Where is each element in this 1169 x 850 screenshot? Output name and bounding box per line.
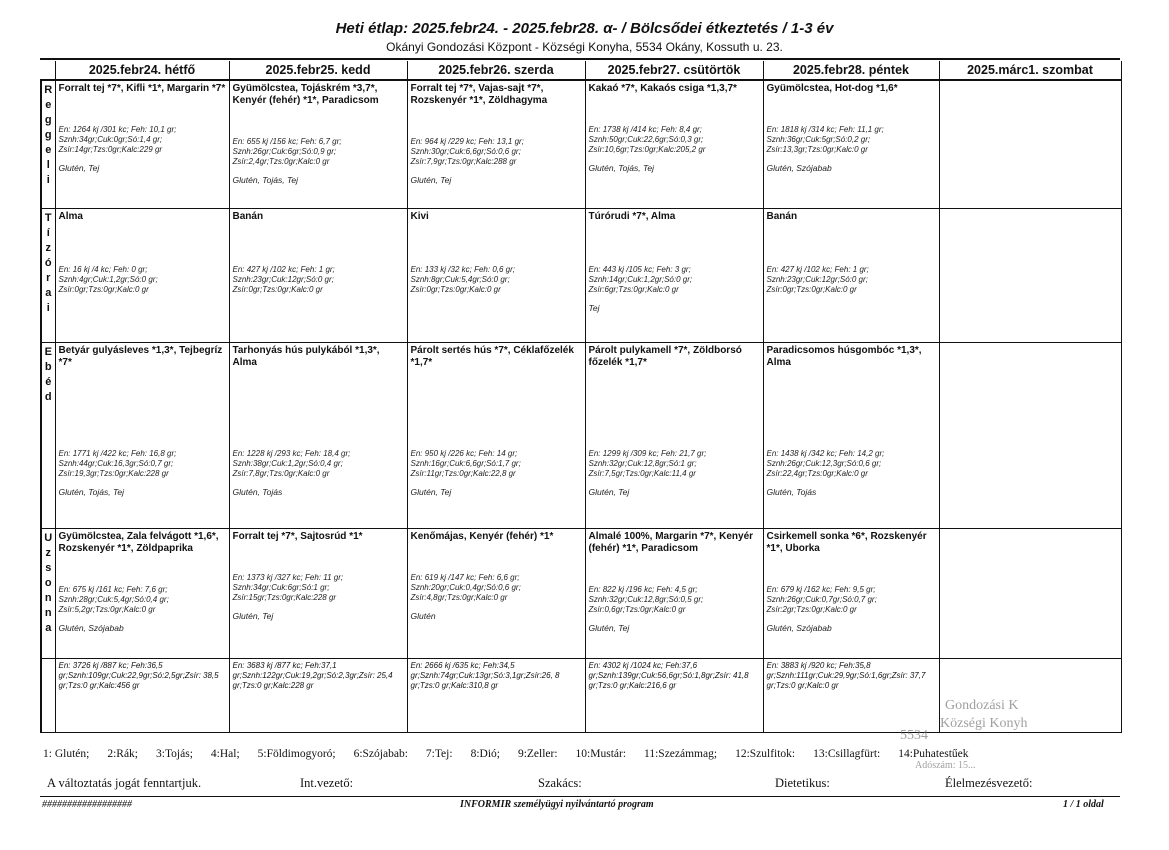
nutrition-text: En: 619 kj /147 kc; Feh: 6,6 gr; Sznh:20gr;Cuk:0,4gr;Só:0,6 gr; Zsír:4,8gr;Tzs:0gr;Kalc:0 gr	[410, 572, 521, 602]
meal-label-letter: e	[45, 99, 52, 111]
allergen-text: Glutén, Tej	[232, 610, 274, 621]
nutrition-text: En: 1373 kj /327 kc; Feh: 11 gr; Sznh:34gr;Cuk:6gr;Só:1 gr; Zsír:15gr;Tzs:0gr;Kalc:228 gr	[232, 572, 344, 602]
cell-spacer	[767, 95, 936, 123]
cell-spacer	[943, 531, 1118, 559]
allergen-text: Glutén, Tej	[410, 486, 452, 497]
cell-spacer	[589, 223, 760, 263]
cook-label: Szakács:	[538, 776, 582, 790]
cell-spacer	[767, 369, 936, 447]
allergen-text: Glutén, Tej	[588, 622, 630, 633]
meal-label	[41, 208, 55, 342]
cell-spacer	[59, 369, 226, 447]
nutrition-text: En: 822 kj /196 kc; Feh: 4,5 gr; Sznh:32gr;Cuk:12,8gr;Só:0,5 gr; Zsír:0,6gr;Tzs:0gr;Kalc:0 gr	[588, 584, 704, 614]
meal-label-letter: a	[45, 286, 52, 299]
daily-summary-cell: En: 4302 kj /1024 kc; Feh:37,6 gr;Sznh:139gr;Cuk:56,6gr;Só:1,8gr;Zsír: 41,8 gr;Tzs:0 gr;Kalc:216,6 gr	[585, 658, 763, 732]
dish-text: Gyümölcstea, Tojáskrém *3,7*, Kenyér (fehér) *1*, Paradicsom	[232, 83, 379, 106]
menu-cell	[55, 208, 229, 342]
meal-label-letter: n	[44, 591, 52, 604]
menu-cell	[939, 208, 1121, 342]
dish-text: Kenőmájas, Kenyér (fehér) *1*	[410, 530, 554, 542]
day-header: 2025.febr24. hétfő	[55, 61, 229, 80]
dish-text: Paradicsomos húsgombóc *1,3*, Alma	[766, 344, 922, 368]
stamp-line: Adószám: 15...	[915, 760, 976, 771]
meal-label-letter: n	[44, 606, 52, 619]
page-title: Heti étlap: 2025.febr24. - 2025.febr28. α- / Bölcsődei étkeztetés / 1-3 év	[335, 20, 834, 37]
allergen-legend-item: 6:Szójabab:	[353, 748, 408, 760]
allergen-legend-item: 1: Glutén;	[43, 748, 90, 760]
day-header: 2025.febr27. csütörtök	[585, 61, 763, 80]
menu-cell	[763, 208, 939, 342]
daily-summary-cell: En: 3883 kj /920 kc; Feh:35,8 gr;Sznh:111gr;Cuk:29,9gr;Só:1,6gr;Zsír: 37,7 gr;Tzs:0 gr;Kalc:0 gr	[763, 658, 939, 732]
menu-cell	[55, 80, 229, 208]
nutrition-text: En: 1264 kj /301 kc; Feh: 10,1 gr; Sznh:34gr;Cuk:0gr;Só:1,4 gr; Zsír:14gr;Tzs:0gr;Kalc:229 gr	[58, 125, 177, 154]
cell-spacer	[411, 543, 582, 571]
meal-label-letter: o	[44, 576, 52, 589]
stamp-line: 5534	[900, 728, 928, 743]
meal-label-letter: T	[44, 211, 52, 224]
cell-spacer	[943, 211, 1118, 251]
cell-spacer	[233, 223, 404, 263]
allergen-text: Glutén, Tojás	[766, 486, 817, 497]
stamp-line: Gondozási K	[945, 698, 1019, 713]
day-header: 2025.febr25. kedd	[229, 61, 407, 80]
footer-page: 1 / 1 oldal	[1063, 799, 1104, 810]
meal-label-letter: a	[45, 621, 52, 634]
corner-cell	[41, 61, 55, 80]
menu-cell	[585, 208, 763, 342]
nutrition-text: En: 443 kj /105 kc; Feh: 3 gr; Sznh:14gr;Cuk:1,2gr;Só:0 gr; Zsír:6gr;Tzs:0gr;Kalc:0 gr	[588, 264, 693, 294]
allergen-text: Glutén	[410, 610, 436, 621]
allergen-legend-item: 5:Földimogyoró;	[257, 748, 336, 760]
allergen-legend-item: 2:Rák;	[107, 748, 138, 760]
meal-label-letter: d	[44, 390, 52, 403]
official-stamp	[900, 690, 1100, 770]
footer-program: INFORMIR személyügyi nyilvántartó program	[460, 799, 654, 810]
meal-label-letter: e	[45, 144, 52, 156]
menu-cell	[55, 342, 229, 528]
allergen-legend-item: 7:Tej:	[425, 748, 453, 760]
nutrition-text: En: 16 kj /4 kc; Feh: 0 gr; Sznh:4gr;Cuk:1,2gr;Só:0 gr; Zsír:0gr;Tzs:0gr;Kalc:0 gr	[58, 264, 158, 294]
menu-cell	[55, 528, 229, 658]
cell-spacer	[59, 95, 226, 123]
nutrition-text: En: 1299 kj /309 kc; Feh: 21,7 gr; Sznh:32gr;Cuk:12,8gr;Só:1 gr; Zsír:7,5gr;Tzs:0gr;Kalc:11,4 gr	[588, 448, 707, 478]
menu-cell	[763, 342, 939, 528]
dish-text: Alma	[58, 210, 83, 222]
footer-left: ##################	[42, 799, 132, 810]
nutrition-text: En: 1818 kj /314 kc; Feh: 11,1 gr; Sznh:36gr;Cuk:5gr;Só:0,2 gr; Zsír:13,3gr;Tzs:0gr;Kalc:0 gr	[766, 125, 884, 154]
menu-cell	[407, 80, 585, 208]
menu-cell	[407, 342, 585, 528]
allergen-text: Glutén, Tojás, Tej	[588, 163, 655, 173]
allergen-text: Glutén, Szójabab	[766, 622, 832, 633]
cell-spacer	[943, 83, 1118, 111]
dish-text: Gyümölcstea, Zala felvágott *1,6*, Rozskenyér *1*, Zöldpaprika	[58, 530, 219, 554]
day-header: 2025.febr28. péntek	[763, 61, 939, 80]
nutrition-text: En: 427 kj /102 kc; Feh: 1 gr; Sznh:23gr;Cuk:12gr;Só:0 gr; Zsír:0gr;Tzs:0gr;Kalc:0 gr	[232, 264, 335, 294]
meal-label	[41, 80, 55, 208]
allergen-legend-item: 13:Csillagfürt:	[813, 748, 881, 760]
dish-text: Párolt sertés hús *7*, Céklafőzelék *1,7*	[410, 344, 574, 368]
meal-label-letter: i	[46, 301, 50, 314]
nutrition-text: En: 679 kj /162 kc; Feh: 9,5 gr; Sznh:26gr;Cuk:0,7gr;Só:0,7 gr; Zsír:2gr;Tzs:0gr;Kalc:0 gr	[766, 584, 877, 614]
meal-label-letter: E	[44, 345, 52, 358]
footer-rule	[40, 796, 1120, 797]
dietician-label: Dietetikus:	[775, 776, 830, 790]
menu-cell	[407, 528, 585, 658]
nutrition-text: En: 950 kj /226 kc; Feh: 14 gr; Sznh:16gr;Cuk:6,6gr;Só:1,7 gr; Zsír:11gr;Tzs:0gr;Kalc:22,8 gr	[410, 448, 521, 478]
dish-text: Banán	[232, 210, 264, 222]
dish-text: Párolt pulykamell *7*, Zöldborsó főzelék *1,7*	[588, 344, 742, 368]
meal-label-letter: g	[44, 114, 52, 126]
top-rule	[40, 58, 1120, 60]
allergen-legend-item: 12:Szulfitok:	[735, 748, 796, 760]
allergen-text: Glutén, Szójabab	[58, 622, 124, 633]
meal-row	[41, 208, 1121, 342]
dish-text: Csirkemell sonka *6*, Rozskenyér *1*, Uborka	[766, 530, 927, 554]
nutrition-text: En: 964 kj /229 kc; Feh: 13,1 gr; Sznh:30gr;Cuk:6,6gr;Só:0,6 gr; Zsír:7,9gr;Tzs:0gr;Kalc:288 gr	[410, 137, 524, 166]
nutrition-text: En: 1438 kj /342 kc; Feh: 14,2 gr; Sznh:26gr;Cuk:12,3gr;Só:0,6 gr; Zsír:22,4gr;Tzs:0gr;Kalc:0 gr	[766, 448, 885, 478]
dish-text: Gyümölcstea, Hot-dog *1,6*	[766, 83, 898, 94]
nutrition-text: En: 675 kj /161 kc; Feh: 7,6 gr; Sznh:28gr;Cuk:5,4gr;Só:0,4 gr; Zsír:5,2gr;Tzs:0gr;Kalc:0 gr	[58, 584, 169, 614]
menu-cell	[585, 528, 763, 658]
allergen-legend-item: 8:Dió;	[470, 748, 500, 760]
meal-label-letter: i	[46, 174, 50, 186]
menu-cell	[229, 342, 407, 528]
allergen-text: Glutén, Tojás, Tej	[58, 486, 125, 497]
dish-text: Kakaó *7*, Kakaós csiga *1,3,7*	[588, 83, 737, 94]
dish-text: Banán	[766, 210, 798, 222]
cell-spacer	[233, 107, 404, 135]
cell-spacer	[233, 543, 404, 571]
dish-text: Forralt tej *7*, Vajas-sajt *7*, Rozskenyér *1*, Zöldhagyma	[410, 83, 548, 106]
cell-spacer	[589, 555, 760, 583]
notice-text: A változtatás jogát fenntartjuk.	[47, 776, 202, 790]
menu-cell	[585, 80, 763, 208]
allergen-text: Glutén, Tej	[58, 163, 100, 173]
meal-label	[41, 342, 55, 528]
cell-spacer	[411, 223, 582, 263]
meal-label-letter: z	[45, 241, 51, 254]
meal-label-letter: R	[44, 84, 53, 96]
nutrition-text: En: 655 kj /156 kc; Feh: 6,7 gr; Sznh:26gr;Cuk:6gr;Só:0,9 gr; Zsír:2,4gr;Tzs:0gr;Kalc:0 gr	[232, 137, 342, 166]
allergen-legend-item: 3:Tojás;	[156, 748, 193, 760]
cell-spacer	[767, 223, 936, 263]
menu-cell	[585, 342, 763, 528]
daily-summary-cell: En: 3683 kj /877 kc; Feh:37,1 gr;Sznh:122gr;Cuk:19,2gr;Só:2,3gr;Zsír: 25,4 gr;Tzs:0 gr;Kalc:228 gr	[229, 658, 407, 732]
meal-row	[41, 528, 1121, 658]
nutrition-text: En: 1771 kj /422 kc; Feh: 16,8 gr; Sznh:44gr;Cuk:16,3gr;Só:0,7 gr; Zsír:19,3gr;Tzs:0gr;Kalc:228 gr	[58, 448, 177, 478]
menu-cell	[229, 528, 407, 658]
dish-text: Forralt tej *7*, Sajtosrúd *1*	[232, 530, 363, 542]
daily-summary-cell: En: 2666 kj /635 kc; Feh:34,5 gr;Sznh:74gr;Cuk:13gr;Só:3,1gr;Zsír:26, 8 gr;Tzs:0 gr;Kalc:310,8 gr	[407, 658, 585, 732]
meal-row	[41, 342, 1121, 528]
meal-label-letter: g	[44, 129, 52, 141]
nutrition-text: En: 1738 kj /414 kc; Feh: 8,4 gr; Sznh:50gr;Cuk:22,6gr;Só:0,3 gr; Zsír:10,6gr;Tzs:0gr;Kalc:205,2 gr	[588, 125, 706, 154]
meal-label-letter: s	[45, 561, 52, 574]
allergen-text: Glutén, Tej	[588, 486, 630, 497]
menu-cell	[939, 342, 1121, 528]
allergen-text: Glutén, Tej	[410, 175, 452, 185]
cell-spacer	[59, 223, 226, 263]
dish-text: Forralt tej *7*, Kifli *1*, Margarin *7*	[58, 83, 226, 94]
cell-spacer	[767, 555, 936, 583]
nutrition-text: En: 1228 kj /293 kc; Feh: 18,4 gr; Sznh:38gr;Cuk:1,2gr;Só:0,4 gr; Zsír:7,8gr;Tzs:0gr;Kalc:0 gr	[232, 448, 351, 478]
allergen-text: Glutén, Tojás, Tej	[232, 175, 299, 185]
meal-row	[41, 80, 1121, 208]
dish-text: Betyár gulyásleves *1,3*, Tejbegríz *7*	[58, 344, 223, 368]
meal-label-letter: é	[45, 375, 52, 388]
meal-label-letter: r	[46, 271, 51, 284]
cell-spacer	[233, 369, 404, 447]
allergen-legend-item: 14:Puhatestűek	[898, 748, 969, 760]
menu-cell	[939, 80, 1121, 208]
meal-label-letter: í	[46, 226, 50, 239]
meal-label	[41, 528, 55, 658]
cell-spacer	[943, 345, 1118, 423]
menu-table	[40, 61, 1122, 733]
menu-cell	[763, 528, 939, 658]
allergen-text: Glutén, Szójabab	[766, 163, 832, 173]
daily-summary-cell: En: 3726 kj /887 kc; Feh:36,5 gr;Sznh:109gr;Cuk:22,9gr;Só:2,5gr;Zsír: 38,5 gr;Tzs:0 gr;Kalc:456 gr	[55, 658, 229, 732]
allergen-legend-item: 4:Hal;	[210, 748, 240, 760]
cell-spacer	[411, 107, 582, 135]
meal-label-letter: b	[44, 360, 52, 373]
allergen-text: Glutén, Tojás	[232, 486, 283, 497]
meal-label-letter: l	[46, 159, 50, 171]
nutrition-text: En: 427 kj /102 kc; Feh: 1 gr; Sznh:23gr;Cuk:12gr;Só:0 gr; Zsír:0gr;Tzs:0gr;Kalc:0 gr	[766, 264, 869, 294]
meal-label-letter: ó	[44, 256, 52, 269]
inst-leader-label: Int.vezető:	[300, 776, 354, 790]
allergen-legend-item: 10:Mustár:	[575, 748, 627, 760]
allergen-legend-item: 9:Zeller:	[517, 748, 558, 760]
dish-text: Túrórudi *7*, Alma	[588, 210, 676, 222]
day-header: 2025.márc1. szombat	[939, 61, 1121, 80]
menu-cell	[229, 208, 407, 342]
dish-text: Kivi	[410, 210, 429, 222]
summary-label	[41, 658, 55, 732]
menu-cell	[407, 208, 585, 342]
nutrition-text: En: 133 kj /32 kc; Feh: 0,6 gr; Sznh:8gr;Cuk:5,4gr;Só:0 gr; Zsír:0gr;Tzs:0gr;Kalc:0 gr	[410, 264, 515, 294]
day-header: 2025.febr26. szerda	[407, 61, 585, 80]
meal-label-letter: z	[45, 546, 51, 559]
cell-spacer	[59, 555, 226, 583]
menu-cell	[939, 528, 1121, 658]
page-subtitle: Okányi Gondozási Központ - Községi Konyha, 5534 Okány, Kossuth u. 23.	[386, 40, 783, 54]
menu-cell	[763, 80, 939, 208]
cell-spacer	[411, 369, 582, 447]
stamp-line: Községi Konyh	[940, 716, 1028, 731]
dish-text: Tarhonyás hús pulykából *1,3*, Alma	[232, 344, 380, 368]
cell-spacer	[589, 95, 760, 123]
meal-label-letter: U	[44, 531, 53, 544]
day-header-row	[41, 61, 1121, 80]
allergen-text: Tej	[588, 302, 600, 313]
menu-cell	[229, 80, 407, 208]
allergen-legend-item: 11:Szezámmag;	[644, 748, 718, 760]
allergen-legend	[43, 748, 987, 760]
cell-spacer	[589, 369, 760, 447]
food-manager-label: Élelmezésvezető:	[945, 776, 1033, 790]
dish-text: Almalé 100%, Margarin *7*, Kenyér (fehér) *1*, Paradicsom	[588, 530, 754, 554]
